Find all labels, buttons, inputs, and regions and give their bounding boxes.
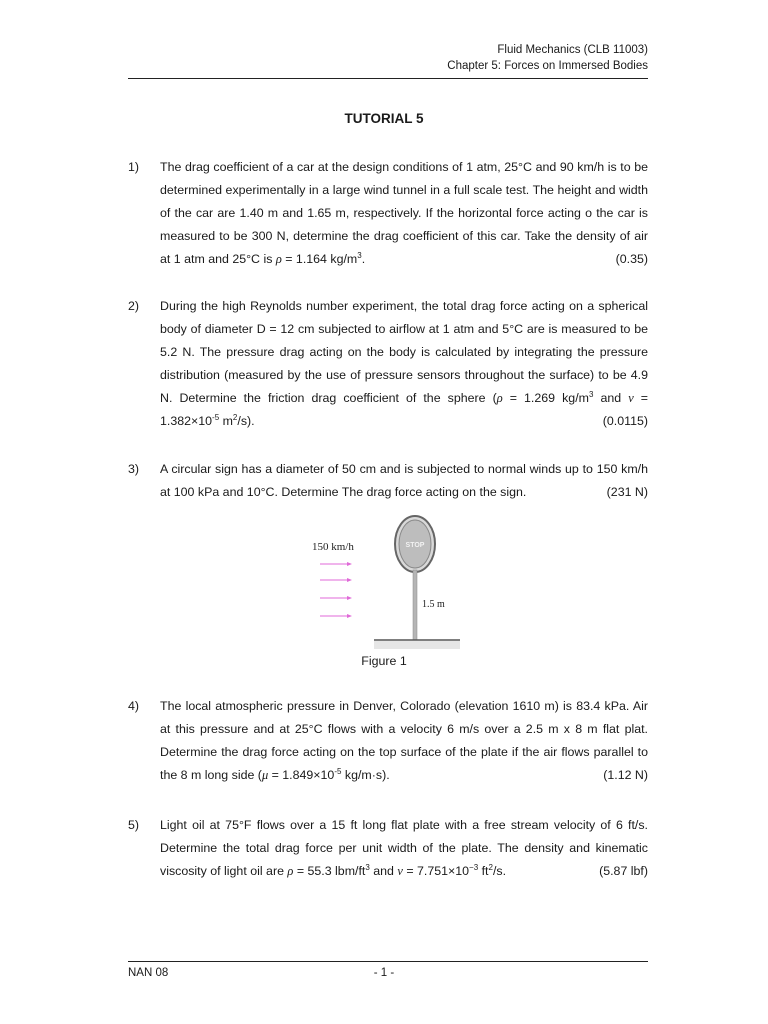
question-body <box>160 156 648 271</box>
rho-value: = 1.164 kg/m <box>281 252 358 266</box>
nu-symbol: ν <box>628 391 634 405</box>
question-body <box>160 814 648 883</box>
question-number: 5) <box>128 818 140 832</box>
question-number: 1) <box>128 160 140 174</box>
rho-exponent: 3 <box>588 389 594 399</box>
nu-symbol: ν <box>397 864 403 878</box>
rho-symbol: ρ <box>275 252 282 266</box>
answer: (0.35) <box>615 252 648 266</box>
course-title: Fluid Mechanics (CLB 11003) <box>497 44 648 56</box>
nu-exponent: -5 <box>212 412 220 422</box>
chapter-title: Chapter 5: Forces on Immersed Bodies <box>447 60 648 72</box>
question-number: 2) <box>128 299 140 313</box>
question-body <box>160 695 648 787</box>
rho-exponent: 3 <box>365 862 370 872</box>
question-body <box>160 458 648 504</box>
footer-divider <box>128 961 648 962</box>
question-4 <box>128 695 648 787</box>
nu-value: = 1.382×10 <box>160 391 649 428</box>
nu-exponent: −3 <box>469 862 479 872</box>
mu-exponent: -5 <box>334 766 342 776</box>
height-label: 1.5 m <box>422 599 445 610</box>
page-header <box>447 42 648 74</box>
footer-code: NAN 08 <box>128 967 169 979</box>
rho-symbol: ρ <box>496 391 503 405</box>
sign-pole <box>413 570 417 640</box>
mu-symbol: μ <box>261 768 269 782</box>
answer: (231 N) <box>606 485 648 499</box>
sentence-end: . <box>361 252 366 266</box>
sentence-end: /s). <box>237 414 255 428</box>
sentence-end: kg/m·s). <box>341 768 390 782</box>
figure-background <box>310 512 466 652</box>
rho-value: = 1.269 kg/m <box>502 391 589 405</box>
question-text: Light oil at 75°F flows over a 15 ft long flat plate with a free stream velocity of 6 ft/s. Determine the total drag force per unit width of the plate. The density and kinematic viscosity of light oil are <box>160 818 648 878</box>
header-divider <box>128 78 648 79</box>
question-text: The local atmospheric pressure in Denver, Colorado (elevation 1610 m) is 83.4 kPa. Air at this pressure and at 25°C flows with a velocity 6 m/s over a 2.5 m x 8 m flat plat. Determine the drag force acting on the top surface of the plate if the air flows parallel to the 8 m long side ( <box>160 699 648 782</box>
question-number: 3) <box>128 462 140 476</box>
sign-text: STOP <box>405 542 425 549</box>
question-body <box>160 295 648 433</box>
nu-unit: m <box>219 414 233 428</box>
nu-unit: ft <box>478 864 489 878</box>
wind-speed-label: 150 km/h <box>312 541 354 553</box>
question-text: A circular sign has a diameter of 50 cm and is subjected to normal winds up to 150 km/h at 100 kPa and 10°C. Determine The drag force acting on the sign. <box>160 462 648 499</box>
stop-sign-figure <box>310 512 466 652</box>
figure-caption: Figure 1 <box>361 654 407 668</box>
answer: (1.12 N) <box>603 768 648 782</box>
nu-unit-exponent: 2 <box>232 412 238 422</box>
sentence-end: /s. <box>492 864 507 878</box>
rho-exponent: 3 <box>357 250 362 260</box>
question-number: 4) <box>128 699 140 713</box>
mu-value: = 1.849×10 <box>268 768 335 782</box>
answer: (0.0115) <box>602 414 648 428</box>
question-text: The drag coefficient of a car at the design conditions of 1 atm, 25°C and 90 km/h is to be determined experimentally in a large wind tunnel in a full scale test. The height and width of the car are 1.40 m and 1.65 m, respectively. If the horizontal force acting o the car is measured to be 300 N, determine the drag coefficient of this car. Take the density of air at 1 atm and 25°C is <box>160 160 648 266</box>
nu-value: = 7.751×10 <box>402 864 470 878</box>
ground-fill <box>374 641 460 649</box>
question-text: During the high Reynolds number experiment, the total drag force acting on a spherical body of diameter D = 12 cm subjected to airflow at 1 atm and 5°C are is measured to be 5.2 N. The pressure drag acting on the body is calculated by integrating the pressure distribution (measured by the use of pressure sensors throughout the surface) to be 4.9 N. Determine the friction drag coefficient of the sphere ( <box>160 299 648 405</box>
question-2 <box>128 295 648 433</box>
answer: (5.87 lbf) <box>599 864 648 878</box>
question-1 <box>128 156 648 271</box>
conjunction: and <box>593 391 629 405</box>
question-5 <box>128 814 648 883</box>
nu-unit-exponent: 2 <box>488 862 493 872</box>
question-3 <box>128 458 648 504</box>
page-number: - 1 - <box>373 967 395 979</box>
conjunction: and <box>369 864 398 878</box>
rho-symbol: ρ <box>287 864 294 878</box>
document-title: TUTORIAL 5 <box>344 111 424 126</box>
rho-value: = 55.3 lbm/ft <box>293 864 366 878</box>
